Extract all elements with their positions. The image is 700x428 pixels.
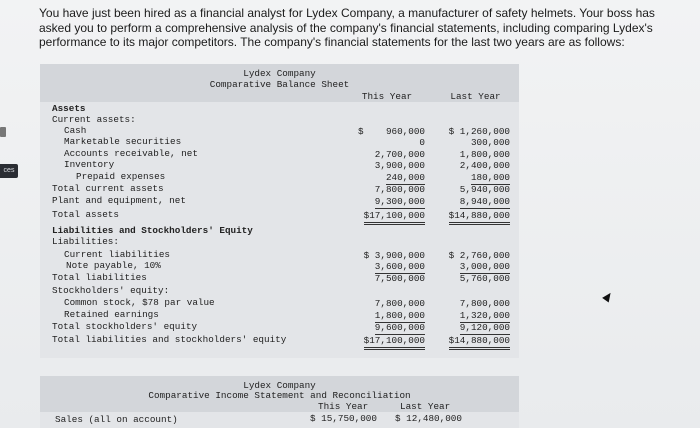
bs-this-year-value: $17,100,000: [364, 335, 425, 350]
bs-this-year-value: 7,800,000: [374, 298, 425, 309]
bs-row-label: Common stock, $78 par value: [64, 297, 215, 308]
is-col-last-year: Last Year: [400, 401, 451, 412]
bs-last-year-value: 8,940,000: [459, 196, 510, 207]
bs-row-label: Total current assets: [52, 183, 164, 194]
bs-this-year-value: 2,700,000: [374, 149, 425, 160]
bs-row-label: Retained earnings: [64, 309, 159, 320]
bs-col-this-year: This Year: [361, 91, 413, 102]
bs-row-label: Total liabilities: [52, 272, 147, 283]
bs-last-year-value: 5,760,000: [459, 273, 510, 284]
bs-last-year-value: 3,000,000: [459, 261, 510, 272]
bs-last-year-value: 7,800,000: [459, 298, 510, 309]
bs-this-year-value: $ 3,900,000: [363, 250, 425, 261]
edge-marker: [0, 127, 6, 137]
bs-this-year-currency: $: [358, 126, 364, 137]
bs-row-label: Current liabilities: [64, 249, 171, 260]
is-col-this-year: This Year: [318, 401, 369, 412]
bs-this-year-value: 3,600,000: [374, 261, 425, 272]
bs-this-year-value: 960,000: [385, 126, 425, 137]
bs-row-label: Total stockholders' equity: [52, 321, 198, 332]
bs-row-label: Liabilities and Stockholders' Equity: [52, 225, 253, 236]
bs-row-label: Prepaid expenses: [76, 171, 166, 182]
bs-this-year-value: 0: [419, 137, 425, 148]
is-sales-this-year: $ 15,750,000: [310, 413, 377, 424]
bs-last-year-value: $14,880,000: [449, 210, 510, 225]
bs-last-year-value: 5,940,000: [459, 184, 510, 195]
problem-intro: You have just been hired as a financial analyst for Lydex Company, a manufacturer of safety helmets. Your boss has asked you to perform a comprehensive analysis of the company's financial statements, including comparing Lydex's performance to its major competitors. The company's financial statements for the last two years are as follows:: [39, 6, 655, 49]
bs-last-year-value: 9,120,000: [459, 322, 510, 333]
bs-last-year-value: 180,000: [470, 172, 510, 183]
bs-last-year-value: 300,000: [470, 137, 510, 148]
bs-row-label: Total assets: [52, 209, 119, 220]
balance-sheet-panel: [40, 64, 519, 358]
bs-row-label: Note payable, 10%: [66, 260, 161, 271]
bs-title: Comparative Balance Sheet: [209, 79, 350, 90]
bs-last-year-value: $ 2,760,000: [448, 250, 510, 261]
bs-row-label: Total liabilities and stockholders' equity: [52, 334, 287, 345]
bs-last-year-value: 1,320,000: [459, 310, 510, 321]
bs-row-label: Cash: [64, 125, 87, 136]
bs-this-year-value: $17,100,000: [364, 210, 425, 225]
bs-row-label: Plant and equipment, net: [52, 195, 186, 206]
bs-last-year-value: $ 1,260,000: [448, 126, 510, 137]
bs-this-year-value: 9,600,000: [374, 322, 425, 333]
bs-this-year-value: 1,800,000: [374, 310, 425, 321]
bs-last-year-value: 1,800,000: [459, 149, 510, 160]
bs-row-label: Liabilities:: [52, 236, 119, 247]
bs-row-label: Marketable securities: [64, 136, 182, 147]
is-title: Comparative Income Statement and Reconciliation: [148, 390, 411, 401]
is-company-name: Lydex Company: [243, 380, 316, 391]
bs-this-year-value: 9,300,000: [374, 196, 425, 207]
bs-row-label: Assets: [52, 103, 86, 114]
bs-row-label: Inventory: [64, 159, 115, 170]
bs-this-year-value: 240,000: [385, 172, 425, 183]
bs-this-year-value: 3,900,000: [374, 160, 425, 171]
bs-row-label: Accounts receivable, net: [64, 148, 198, 159]
income-statement-panel: [40, 376, 519, 428]
is-sales-label: Sales (all on account): [55, 414, 178, 425]
bs-last-year-value: 2,400,000: [459, 160, 510, 171]
bs-company-name: Lydex Company: [243, 68, 316, 79]
bs-row-label: Stockholders' equity:: [52, 285, 170, 296]
is-sales-last-year: $ 12,480,000: [395, 413, 462, 424]
mouse-cursor-icon: [602, 291, 614, 303]
bs-last-year-value: $14,880,000: [449, 335, 510, 350]
bs-this-year-value: 7,800,000: [374, 184, 425, 195]
side-tab[interactable]: ces: [0, 164, 18, 178]
bs-row-label: Current assets:: [52, 114, 136, 125]
bs-this-year-value: 7,500,000: [374, 273, 425, 284]
bs-col-last-year: Last Year: [450, 91, 501, 102]
